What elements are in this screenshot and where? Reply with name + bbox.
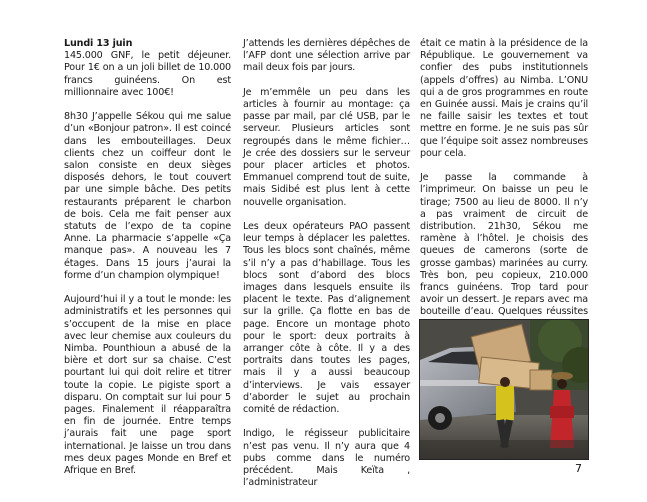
paragraph: était ce matin à la présidence de la République. Le gouvernement va confier des pubs institutionnels (appels d’offres) au Nimba. L’ONU qui a de gros programmes en route en Guinée aussi. Mais je crains qu’il ne faille saisir les textes et tout mettre en forme. Je ne suis pas sûr que l’équipe soit assez nombreuses pour cela.: [420, 38, 588, 159]
paragraph: Je passe la commande à l’imprimeur. On baisse un peu le tirage; 7500 au lieu de 8000. Il n’y a pas vraiment de circuit de distribution. 21h30, Sékou me ramène à l’hôtel. Je choisis des queues de camerons (sorte de grosse gambas) marinées au curry. Très bon, peu copieux, 210.000 francs guinéens. Trop tard pour avoir un dessert. Je repars avec ma bouteille d’eau. Quelques réussites: [420, 172, 588, 318]
column-2: [243, 38, 410, 502]
paragraph: Aujourd’hui il y a tout le monde: les administratifs et les personnes qui s’occupent de la mise en place avec leur chemise aux couleurs du Nimba. Pounthioun a abusé de la bière et dort sur sa chaise. C’est pourtant lui qui doit relire et titrer toute la copie. Le pigiste sport a disparu. On comptait sur lui pour 5 pages. Finalement il réapparaîtra en fin de journée. Entre temps j’aurais fait une page sport international. Je laisse un trou dans mes deux pages Monde en Bref et Afrique en Bref.: [64, 294, 231, 477]
column-3: [420, 38, 588, 343]
paragraph: J’attends les dernières dépêches de l’AFP dont une sélection arrive par mail deux fois par jours.: [243, 38, 410, 74]
street-photo: [419, 319, 589, 460]
paragraph: 145.000 GNF, le petit déjeuner. Pour 1€ on a un joli billet de 10.000 francs guinéens. On est millionnaire avec 100€!: [64, 50, 231, 98]
day-heading: Lundi 13 juin: [64, 38, 133, 49]
paragraph: Indigo, le régisseur publicitaire n’est pas venu. Il n’y aura que 4 pubs comme dans le numéro précédent. Mais Keïta , l’administrateur: [243, 428, 410, 489]
paragraph: 8h30 J’appelle Sékou qui me salue d’un «Bonjour patron». Il est coincé dans les embouteillages. Deux clients chez un coiffeur dont le salon consiste en deux sièges disposés dehors, le tout couvert par une simple bâche. Des petits restaurants préparent le charbon de bois. Cela me fait penser aux statuts de l’expo de ta copine Anne. La pharmacie s’appelle «Ça manque pas». A nouveau les 7 étages. Dans 15 jours j’aurai la forme d’un champion olympique!: [64, 111, 231, 281]
page-number: 7: [575, 462, 582, 475]
paragraph: Les deux opérateurs PAO passent leur temps à déplacer les palettes. Tous les blocs sont chaînés, même s’il n’y a pas d’habillage. Tous les blocs sont d’abord des blocs images dans lesquels ensuite ils placent le texte. Pas d’alignement sur la grille. Ça flotte en bas de page. Encore un montage photo pour le sport: deux portraits à arranger côte à côte. Il y a des portraits dans toutes les pages, mais il y a aussi beaucoup d’interviews. Je vais essayer d’aborder le sujet au prochain comité de rédaction.: [243, 221, 410, 416]
column-1: [64, 38, 231, 489]
paragraph: Je m’emmêle un peu dans les articles à fournir au montage: ça passe par mail, par clé USB, par le serveur. Plusieurs articles sont regroupés dans le même fichier… Je crée des dossiers sur le serveur pour placer articles et photos. Emmanuel comprend tout de suite, mais Sidibé est plus lent à cette nouvelle organisation.: [243, 86, 410, 208]
